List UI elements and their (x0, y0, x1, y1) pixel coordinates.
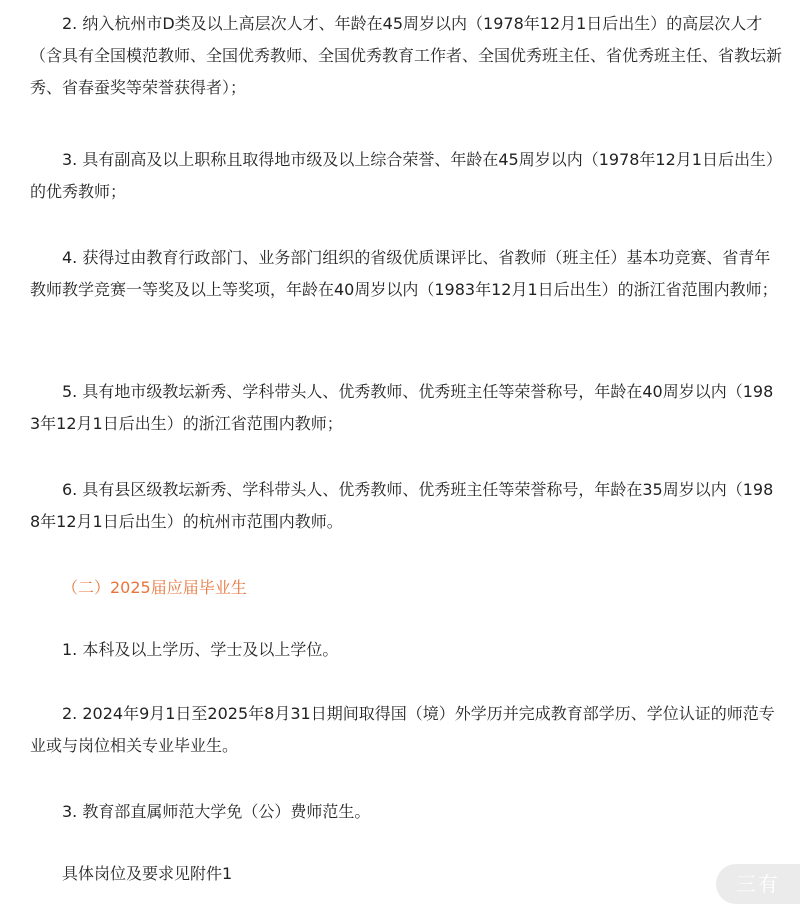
graduate-requirement-2: 2. 2024年9月1日至2025年8月31日期间取得国（境）外学历并完成教育部学历、学位认证的师范专业或与岗位相关专业毕业生。 (30, 704, 775, 755)
paragraph-item-4: 4. 获得过由教育行政部门、业务部门组织的省级优质课评比、省教师（班主任）基本功竞赛、省青年教师教学竞赛一等奖及以上等奖项，年龄在40周岁以内（1983年12月1日后出生）的浙江省范围内教师； (30, 248, 778, 299)
attachment-note: 具体岗位及要求见附件1 (62, 864, 233, 883)
paragraph-item-3: 3. 具有副高及以上职称且取得地市级及以上综合荣誉、年龄在45周岁以内（1978年12月1日后出生）的优秀教师； (30, 150, 782, 201)
paragraph-item-5: 5. 具有地市级教坛新秀、学科带头人、优秀教师、优秀班主任等荣誉称号，年龄在40周岁以内（1983年12月1日后出生）的浙江省范围内教师； (30, 382, 774, 433)
graduate-requirement-1: 1. 本科及以上学历、学士及以上学位。 (62, 640, 339, 659)
section-title-graduates: （二）2025届应届毕业生 (62, 578, 247, 597)
watermark-logo: 三有 (716, 864, 800, 904)
graduate-requirement-3: 3. 教育部直属师范大学免（公）费师范生。 (62, 802, 371, 821)
paragraph-item-6: 6. 具有县区级教坛新秀、学科带头人、优秀教师、优秀班主任等荣誉称号，年龄在35周岁以内（1988年12月1日后出生）的杭州市范围内教师。 (30, 480, 774, 531)
paragraph-item-2: 2. 纳入杭州市D类及以上高层次人才、年龄在45周岁以内（1978年12月1日后出生）的高层次人才（含具有全国模范教师、全国优秀教师、全国优秀教育工作者、全国优秀班主任、省优秀班主任、省教坛新秀、省春蚕奖等荣誉获得者）； (30, 14, 783, 97)
